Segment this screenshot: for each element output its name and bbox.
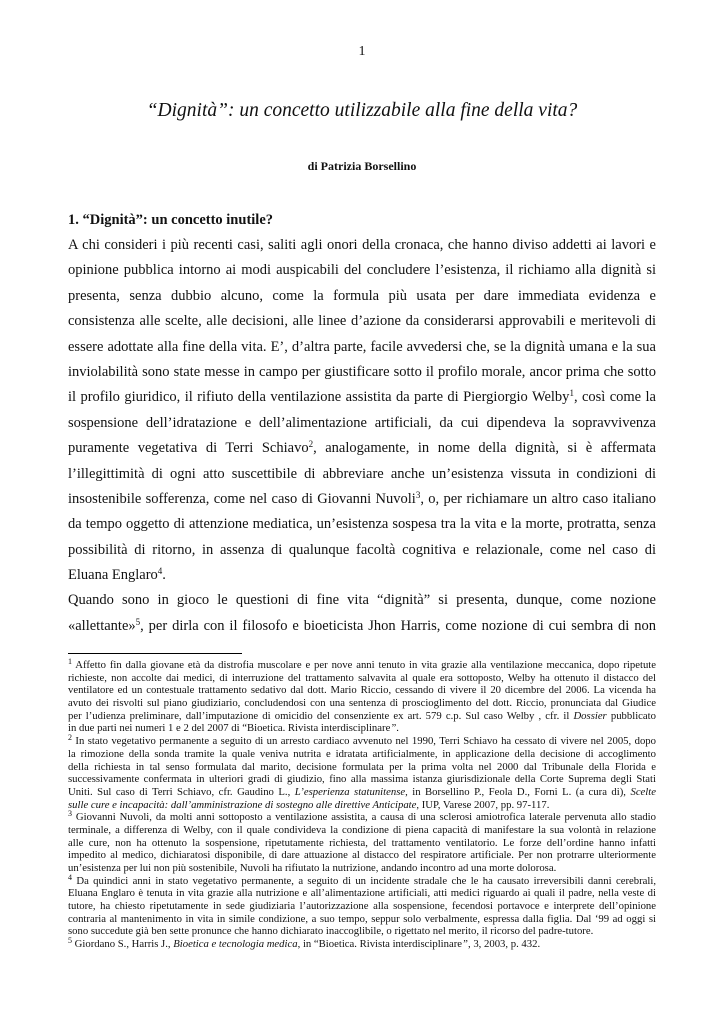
body-line: opinione pubblica intorno ai modi auspicabili del concludere l’esistenza, il richiamo alla dignità si	[68, 262, 656, 279]
footnote-line	[68, 722, 656, 735]
footnote-text: Giordano S., Harris J.,	[72, 938, 174, 951]
footnote-line: un’esistenza per lui non più sostenibile, Nuvoli ha rifiutato la nutrizione, andando incontro ad una morte dolorosa.	[68, 862, 557, 874]
footnotes	[68, 659, 656, 951]
footnote-text: .	[396, 722, 399, 735]
footnote-line: tutore, ha chiesto ripetutamente in sede giudiziaria l’autorizzazione alla sospensione, fecendosi portavoce e interprete dell’opinione	[68, 900, 656, 913]
body-line: presenta, senza dubbio alcuno, come la formula più usata per dare immediata evidenza e	[68, 287, 656, 304]
footnote-text: in due parti nei numeri 1 e 2 del 2007 di “Bioetica. Rivista interdisciplinare	[68, 722, 391, 735]
footnote-line: della richiesta in tal senso formulata dal marito, decisione formulata per la prima volta nel 2000 dal Tribunale della Florida e	[68, 760, 656, 773]
body-line: da tempo oggetto di attenzione mediatica, un’esistenza sospesa tra la vita e la morte, protratta, senza	[68, 516, 656, 533]
body-line: essere adottate alla fine della vita. E’, d’altra parte, facile avvedersi che, se la dignità umana e la sua	[68, 338, 656, 355]
footnote-text: Da quindici anni in stato vegetativo permanente, a seguito di un incidente stradale che le ha causato irreversibili danni cerebrali,	[72, 874, 656, 887]
footnote-number: 1	[68, 657, 72, 666]
footnote-line	[68, 786, 656, 799]
footnote-line	[68, 735, 656, 748]
body-line	[68, 614, 656, 639]
footnote-ref[interactable]: 2	[308, 439, 314, 450]
footnote-line: impedito al medico, dichiaratosi disponibile, di dare attuazione al distacco del respiratore artificiale. Per non protrarre ulteriormente	[68, 849, 656, 862]
body-text-run: , per dirla con il filosofo e bioeticista Jhon Harris, come nozione di cui sembra di non	[140, 617, 656, 634]
footnote-line	[68, 872, 656, 888]
body-text-run: puramente vegetativa di Terri Schiavo	[68, 440, 309, 457]
footnote-italic: L’esperienza statunitense	[294, 785, 406, 798]
footnote-text: per l’udienza preliminare, dall’imputazione di omicidio del consenziente ex art. 579 c.p. Sul caso Welby , cfr. il	[68, 709, 574, 722]
body-line	[68, 385, 656, 410]
body-text-run: «allettante»	[68, 617, 136, 634]
footnote-italic: ”	[390, 722, 397, 735]
footnote-text: , in “Bioetica. Rivista interdisciplinare	[297, 938, 463, 951]
section-heading: 1. “Dignità”: un concetto inutile?	[68, 212, 274, 228]
body-line: l’illegittimità di ogni atto suscettibile di abbreviare anche un’esistenza vissuta in condizioni di	[68, 465, 656, 482]
body-line: possibilità di ritorno, in assenza di qualunque facoltà cognitiva e relazionale, come nel caso di	[68, 541, 656, 558]
body-text-run: .	[162, 567, 166, 584]
footnote-ref[interactable]: 3	[415, 489, 421, 500]
footnote-line	[68, 799, 656, 812]
footnote-number: 3	[68, 809, 72, 819]
footnote-line: successivamente confermata in ulteriori gradi di giudizio, fino alla massima istanza giurisdizionale della Corte Suprema degli Stati	[68, 773, 656, 786]
body-line: inviolabilità sono state messe in campo per giustificare sotto il profilo morale, ancor prima che sotto	[68, 363, 656, 380]
author-byline: di Patrizia Borsellino	[307, 159, 417, 173]
body-line: consistenza alle scelte, alle decisioni, alle linee d’azione da considerarsi approvabili e meritevoli di	[68, 313, 656, 330]
body-line	[68, 487, 656, 512]
footnote-text: , IUP, Varese 2007, pp. 97-117.	[416, 798, 550, 811]
footnote-italic: ”	[462, 938, 468, 951]
footnote-ref[interactable]: 4	[157, 566, 163, 577]
footnote-line: terminale, a differenza di Welby, con il quale condivideva la condizione di piena capacità di manifestare la sua volontà in relazione	[68, 823, 656, 836]
footnote-number: 2	[68, 733, 72, 743]
footnote-line: sono succedute già ben sette pronunce che hanno dichiarato inaccoglibile, o rigettato nel merito, il ricorso del padre-tutore.	[68, 925, 594, 938]
body-line: A chi consideri i più recenti casi, saliti agli onori della cronaca, che hanno diviso addetti ai lavori e	[68, 237, 656, 253]
footnote-line	[68, 811, 656, 824]
body-line	[68, 563, 656, 588]
body-text-run: insostenibile sofferenza, come nel caso di Giovanni Nuvoli	[68, 490, 416, 507]
footnote-ref[interactable]: 1	[569, 388, 574, 399]
footnote-line: ventilatore ed un contestuale trattamento sedativo dal dott. Mario Riccio, cessando di vivere il 20 dicembre del 2006. La vicenda ha	[68, 684, 656, 697]
body-text-run: , analogamente, in nome della dignità, si è affermata	[313, 440, 656, 457]
footnote-line: Eluana Englaro è tenuta in vita grazie alla nutrizione e all’alimentazione artificiali, atti medici riguardo ai quali il padre, nella veste di	[68, 887, 656, 900]
footnote-italic: sulle cure e incapacità: dall’amministrazione di sostegno alle direttive Anticipate	[68, 798, 417, 811]
footnote-ref[interactable]: 5	[135, 616, 141, 627]
footnote-text: Affetto fin dalla giovane età da distrofia muscolare e per nove anni tenuto in vita grazie alla ventilazione meccanica, dopo ripetute	[72, 659, 656, 671]
footnote-italic: Dossier	[573, 709, 607, 722]
body-line: sospensione dell’idratazione e dell’alimentazione artificiali, da cui dipendeva la sopravvivenza	[68, 414, 656, 431]
footnote-text: In stato vegetativo permanente a seguito di un arresto cardiaco avvenuto nel 1990, Terri Schiavo ha cessato di vivere nel 2005, dopo	[72, 735, 656, 748]
document-title: “Dignità”: un concetto utilizzabile alla fine della vita?	[146, 100, 578, 121]
footnote-text: Giovanni Nuvoli, da molti anni sottoposto a ventilazione assistita, a causa di una sclerosi amiotrofica laterale pervenuta allo stadio	[72, 811, 656, 824]
footnote-line: contraria al mantenimento in vita in simile condizione, a suo tempo, seppur solo verbalmente, espressa dalla figlia. Dal ‘99 ad oggi si	[68, 912, 656, 925]
footnote-text: , in Borsellino P., Feola D., Forni L. (a cura di),	[405, 785, 631, 798]
footnote-separator	[68, 653, 242, 654]
footnote-text: , 3, 2003, p. 432.	[467, 938, 541, 951]
footnote-line: avuto dei risvolti sul piano giudiziario, concludendosi con una sentenza di proscioglimento del dott. Riccio, pronunciata dal Giudice	[68, 697, 656, 710]
footnote-line: richieste, non accolte dai medici, di interruzione del trattamento salvavita al quale era sottoposto, Welby ha ottenuto il distacco del	[68, 671, 656, 684]
footnote-line	[68, 659, 656, 672]
footnote-number: 4	[68, 872, 72, 882]
footnote-line	[68, 710, 656, 723]
body-text-run: , così come la	[573, 389, 656, 406]
footnote-text: pubblicato	[606, 709, 656, 722]
page-number: 1	[358, 44, 366, 59]
footnote-line: alle cure, non ha ottenuto la sospensione, ripetutamente richiesta, del trattamento ventilatorio. Le forze dell’ordine hanno infatti	[68, 836, 656, 849]
footnote-italic: Bioetica e tecnologia medica	[173, 938, 298, 951]
footnote-italic: Scelte	[630, 785, 656, 798]
footnote-line: la rimozione della sonda tramite la quale veniva nutrita e idratata artificialmente, in applicazione della decisione di accoglimento	[68, 747, 656, 760]
body-line	[68, 436, 656, 461]
body-text-run: Eluana Englaro	[68, 567, 158, 584]
body-text-run: , o, per richiamare un altro caso italiano	[420, 490, 657, 507]
footnote-number: 5	[68, 936, 72, 946]
footnote-text: Uniti. Sul caso di Terri Schiavo, cfr. Gaudino L.,	[68, 785, 295, 798]
body-line: Quando sono in gioco le questioni di fine vita “dignità” si presenta, dunque, come nozione	[68, 592, 656, 609]
footnote-line	[68, 938, 656, 951]
body-text	[68, 233, 656, 639]
body-text-run: il profilo giuridico, il rifiuto della ventilazione assistita da parte di Piergiorgio Welby	[68, 389, 570, 406]
